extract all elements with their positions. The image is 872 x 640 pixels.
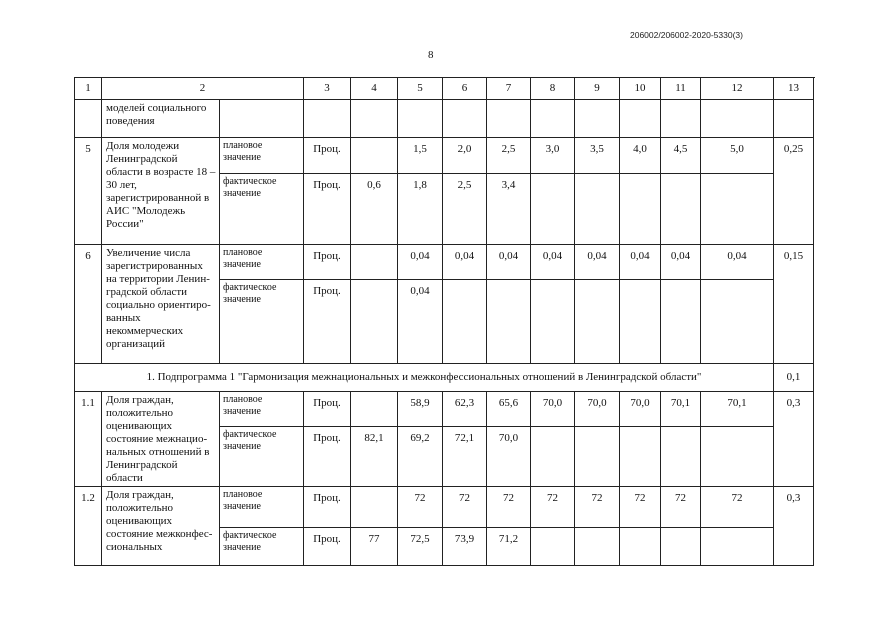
weight-cell: 0,25 [774,138,814,245]
col-header: 3 [304,78,351,100]
value-type-label: плановое значение [220,138,304,174]
value-type-label: фактическое значение [220,174,304,245]
value-cell: 72 [575,487,620,528]
value-cell: 3,4 [487,174,531,245]
col-header: 5 [398,78,443,100]
value-cell: 58,9 [398,392,443,427]
value-cell [701,280,774,364]
value-cell: 0,04 [661,245,701,280]
value-cell [575,528,620,566]
value-cell: 5,0 [701,138,774,174]
indicator-plan-row [75,245,814,280]
indicator-description: Доля граждан, положительно оценивающих состояние межнацио-нальных отношений в Ленинградской области [102,392,220,487]
row-number: 1.1 [75,392,102,487]
value-cell [620,427,661,487]
col-header: 10 [620,78,661,100]
value-cell: 0,04 [701,245,774,280]
value-cell [531,427,575,487]
col-header: 6 [443,78,487,100]
value-cell: 4,5 [661,138,701,174]
col-header: 13 [774,78,814,100]
value-type-label: плановое значение [220,245,304,280]
unit-cell: Проц. [304,427,351,487]
value-cell: 73,9 [443,528,487,566]
value-cell [661,174,701,245]
value-cell: 1,8 [398,174,443,245]
value-cell: 0,04 [398,245,443,280]
value-cell: 69,2 [398,427,443,487]
value-cell [620,528,661,566]
header-row [75,78,814,100]
value-type-label: плановое значение [220,392,304,427]
indicators-table [74,77,814,566]
value-cell: 70,0 [575,392,620,427]
value-cell: 72 [487,487,531,528]
value-cell: 70,1 [661,392,701,427]
col-header: 4 [351,78,398,100]
unit-cell: Проц. [304,528,351,566]
value-cell [487,100,531,138]
value-cell: 65,6 [487,392,531,427]
value-cell: 72 [531,487,575,528]
document-id: 206002/206002-2020-5330(3) [630,30,743,40]
value-cell: 0,04 [531,245,575,280]
row-number: 5 [75,138,102,245]
value-cell [351,100,398,138]
value-cell [575,100,620,138]
unit-cell: Проц. [304,138,351,174]
value-cell [351,280,398,364]
value-cell [351,245,398,280]
value-cell [575,174,620,245]
indicator-description: Доля граждан, положительно оценивающих состояние межконфес-сиональных [102,487,220,566]
subprogram-row [75,364,814,392]
value-cell [351,487,398,528]
value-cell: 82,1 [351,427,398,487]
value-cell [661,427,701,487]
value-cell [575,427,620,487]
value-cell: 72 [398,487,443,528]
indicator-description: Увеличение числа зарегистрированных на территории Ленин-градской области социально ориентиро-ванных некоммерческих организаций [102,245,220,364]
col-header: 11 [661,78,701,100]
value-cell: 70,0 [487,427,531,487]
unit-cell: Проц. [304,174,351,245]
unit-cell: Проц. [304,392,351,427]
value-cell [304,100,351,138]
value-cell: 72,5 [398,528,443,566]
value-cell: 2,5 [443,174,487,245]
value-cell: 72,1 [443,427,487,487]
value-type-label: фактическое значение [220,427,304,487]
table-body [75,100,814,566]
col-header: 8 [531,78,575,100]
value-cell: 0,6 [351,174,398,245]
value-cell [661,528,701,566]
value-cell: 3,0 [531,138,575,174]
indicator-plan-row [75,392,814,427]
row-number: 6 [75,245,102,364]
value-cell: 0,04 [443,245,487,280]
value-cell [351,392,398,427]
value-type [220,100,304,138]
value-cell [443,280,487,364]
value-cell: 72 [661,487,701,528]
unit-cell: Проц. [304,280,351,364]
unit-cell: Проц. [304,487,351,528]
row-number [75,100,102,138]
value-cell [774,100,814,138]
value-cell [531,100,575,138]
value-cell [620,100,661,138]
col-header: 12 [701,78,774,100]
value-cell [351,138,398,174]
value-cell: 72 [701,487,774,528]
col-header: 1 [75,78,102,100]
row-number: 1.2 [75,487,102,566]
value-cell: 0,04 [575,245,620,280]
value-cell [661,280,701,364]
indicator-description: моделей социального поведения [102,100,220,138]
value-cell: 3,5 [575,138,620,174]
value-cell: 2,5 [487,138,531,174]
value-cell: 72 [443,487,487,528]
value-cell: 0,04 [487,245,531,280]
indicator-plan-row [75,487,814,528]
subprogram-weight: 0,1 [774,364,814,392]
value-type-label: плановое значение [220,487,304,528]
value-cell: 0,04 [398,280,443,364]
value-cell: 70,1 [701,392,774,427]
weight-cell: 0,15 [774,245,814,364]
value-cell [487,280,531,364]
value-cell: 0,04 [620,245,661,280]
subprogram-title: 1. Подпрограмма 1 "Гармонизация межнациональных и межконфессиональных отношений в Ленинградской области" [75,364,774,392]
value-cell: 71,2 [487,528,531,566]
value-cell [575,280,620,364]
value-cell [620,174,661,245]
col-header: 2 [102,78,304,100]
value-cell: 2,0 [443,138,487,174]
col-header: 7 [487,78,531,100]
value-type-label: фактическое значение [220,528,304,566]
indicator-description: Доля молодежи Ленинградской области в возрасте 18 – 30 лет, зарегистрированной в АИС "Молодежь России" [102,138,220,245]
col-header: 9 [575,78,620,100]
unit-cell: Проц. [304,245,351,280]
value-cell: 70,0 [531,392,575,427]
value-cell [701,528,774,566]
value-cell: 4,0 [620,138,661,174]
value-cell [701,174,774,245]
value-cell [531,174,575,245]
value-cell: 1,5 [398,138,443,174]
value-cell [443,100,487,138]
value-cell [701,427,774,487]
indicator-plan-row [75,138,814,174]
value-cell [620,280,661,364]
continuation-row [75,100,814,138]
value-cell [701,100,774,138]
value-cell: 62,3 [443,392,487,427]
value-cell: 77 [351,528,398,566]
weight-cell: 0,3 [774,487,814,566]
weight-cell: 0,3 [774,392,814,487]
value-cell: 72 [620,487,661,528]
value-type-label: фактическое значение [220,280,304,364]
value-cell [531,280,575,364]
value-cell [531,528,575,566]
value-cell: 70,0 [620,392,661,427]
value-cell [661,100,701,138]
value-cell [398,100,443,138]
page-number: 8 [428,49,434,61]
